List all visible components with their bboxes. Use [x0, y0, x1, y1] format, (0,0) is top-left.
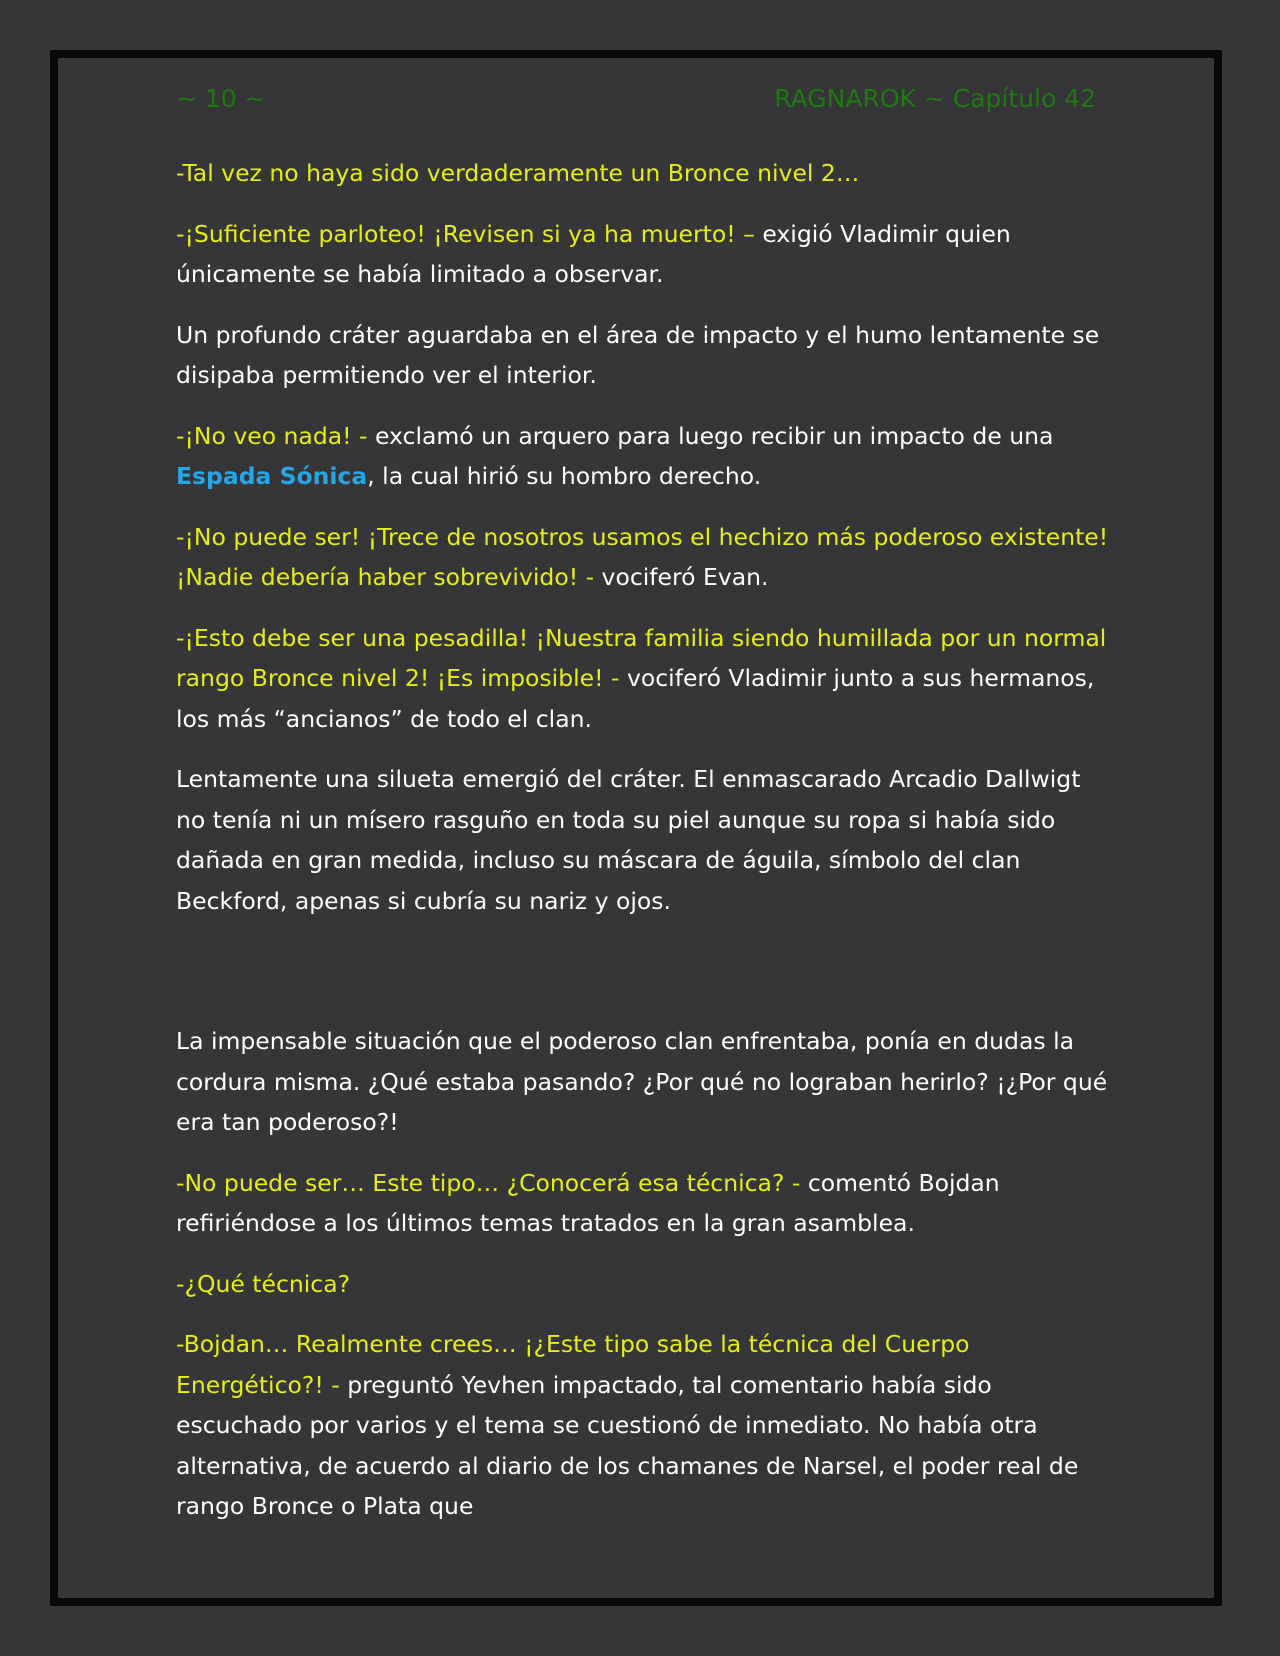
narration-text: vociferó Vladimir junto a sus hermanos, los más “ancianos” de todo el clan.	[176, 664, 1095, 733]
paragraph-4	[176, 416, 1116, 497]
dialogue-text: -No puede ser… Este tipo… ¿Conocerá esa técnica? -	[176, 1168, 801, 1197]
narration-text: preguntó Yevhen impactado, tal comentario había sido escuchado por varios y el tema se cuestionó de inmediato. No había otra alternativa, de acuerdo al diario de los chamanes de Narsel, el poder real de rango Bronce o Plata que	[176, 1370, 1079, 1520]
narration-text: comentó Bojdan refiriéndose a los últimos temas tratados en la gran asamblea.	[176, 1168, 1000, 1237]
paragraph-7	[176, 759, 1116, 921]
paragraph-6	[176, 618, 1116, 740]
spell-name: Espada Sónica	[176, 462, 368, 490]
page-frame	[50, 50, 1222, 1606]
page-number: ~ 10 ~	[176, 84, 266, 113]
dialogue-text: -¡No puede ser! ¡Trece de nosotros usamos el hechizo más poderoso existente! ¡Nadie debería haber sobrevivido! -	[176, 522, 1109, 591]
page-body	[176, 153, 1116, 1547]
paragraph-9	[176, 1163, 1116, 1244]
paragraph-10	[176, 1264, 1116, 1305]
paragraph-2	[176, 214, 1116, 295]
narration-text: , la cual hirió su hombro derecho.	[367, 462, 762, 490]
narration-text: vociferó Evan.	[594, 563, 769, 591]
dialogue-text: -Bojdan… Realmente crees… ¡¿Este tipo sabe la técnica del Cuerpo Energético?! -	[176, 1330, 970, 1399]
narration-text: Un profundo cráter aguardaba en el área de impacto y el humo lentamente se disipaba permitiendo ver el interior.	[176, 320, 1100, 389]
narration-text: exclamó un arquero para luego recibir un impacto de una	[367, 421, 1054, 450]
dialogue-text: -¿Qué técnica?	[176, 1269, 351, 1298]
paragraph-3	[176, 315, 1116, 396]
dialogue-text: -¡No veo nada! -	[176, 421, 368, 450]
dialogue-text: -¡Suficiente parloteo! ¡Revisen si ya ha muerto! –	[176, 219, 755, 248]
paragraph-1	[176, 153, 1116, 194]
paragraph-5	[176, 517, 1116, 598]
paragraph-11	[176, 1324, 1116, 1527]
dialogue-text: -¡Esto debe ser una pesadilla! ¡Nuestra familia siendo humillada por un normal rango Bronce nivel 2! ¡Es imposible! -	[176, 623, 1107, 692]
dialogue-text: -Tal vez no haya sido verdaderamente un Bronce nivel 2…	[176, 159, 860, 187]
narration-text: Lentamente una silueta emergió del cráter. El enmascarado Arcadio Dallwigt no tenía ni un mísero rasguño en toda su piel aunque su ropa si había sido dañada en gran medida, incluso su máscara de águila, símbolo del clan Beckford, apenas si cubría su nariz y ojos.	[176, 765, 1081, 915]
page-header	[176, 84, 1096, 124]
chapter-title: RAGNAROK ~ Capítulo 42	[774, 84, 1096, 113]
narration-text: La impensable situación que el poderoso clan enfrentaba, ponía en dudas la cordura misma. ¿Qué estaba pasando? ¿Por qué no lograban herirlo? ¡¿Por qué era tan poderoso?!	[176, 1027, 1108, 1136]
paragraph-8	[176, 1021, 1116, 1143]
narration-text: exigió Vladimir quien únicamente se había limitado a observar.	[176, 219, 1011, 288]
